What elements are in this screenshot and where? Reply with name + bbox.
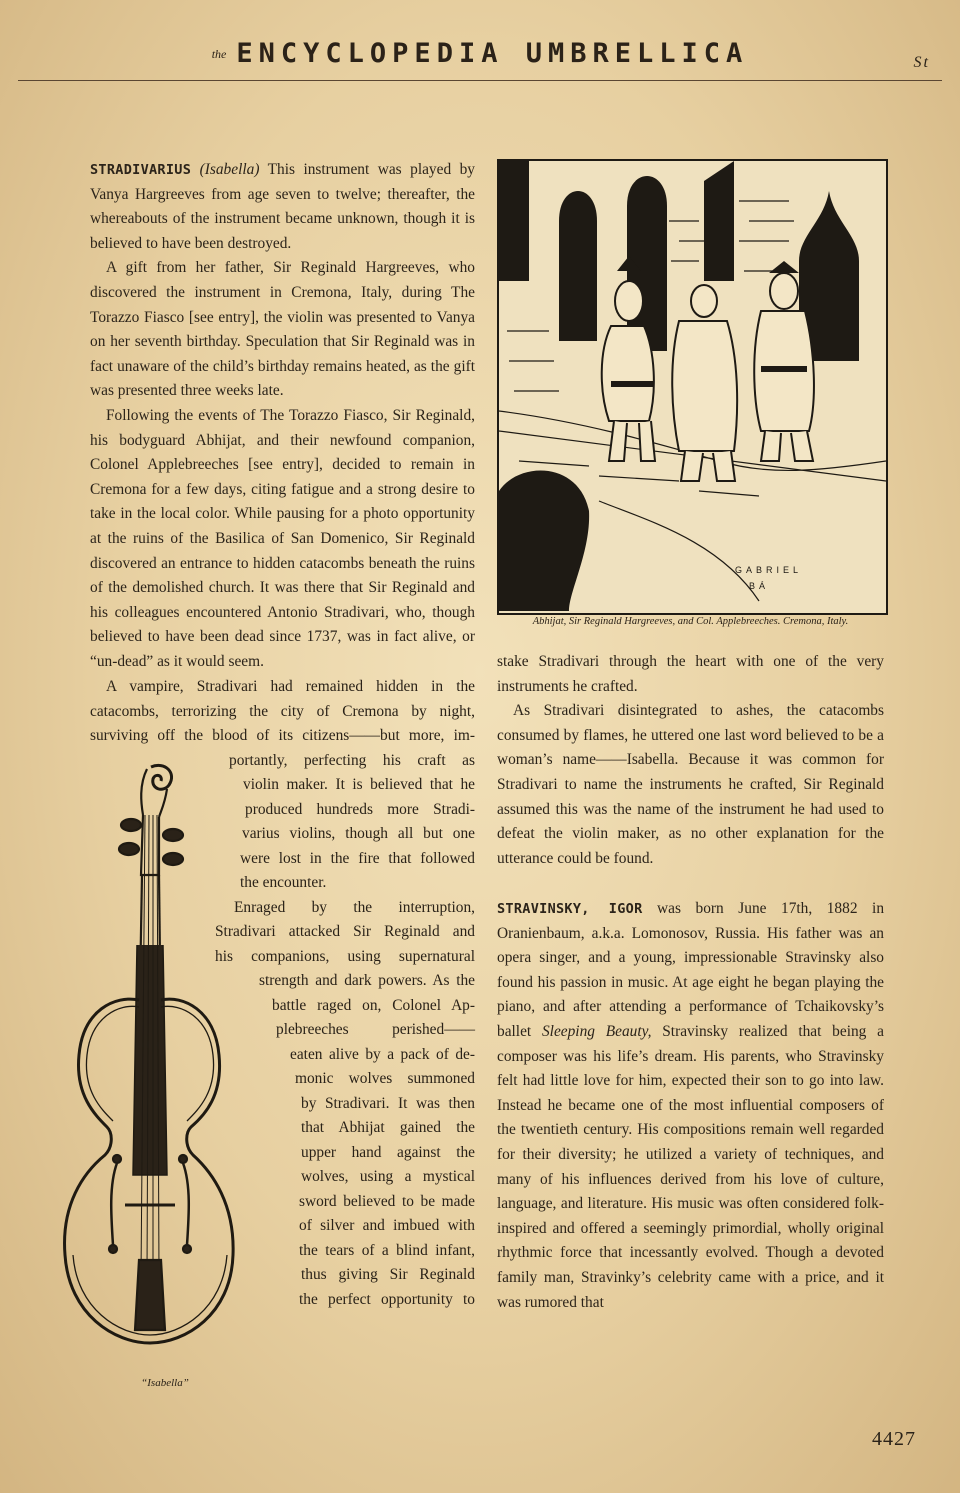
text-line: eaten alive by a pack of de- — [290, 1046, 475, 1063]
text-line: of silver and imbued with — [299, 1217, 475, 1234]
text-line: wolves, using a mystical — [301, 1168, 475, 1185]
text-line: portantly, perfecting his craft as — [229, 752, 475, 769]
text-line: thus giving Sir Reginald — [301, 1266, 475, 1283]
book-title — [0, 38, 960, 69]
entry-paragraph: stake Stradivari through the heart with one of the very instruments he crafted. — [497, 653, 884, 695]
entry-headword: STRADIVARIUS — [90, 162, 192, 178]
text-line: sword believed to be made — [299, 1193, 475, 1210]
text-line: Stradivari attacked Sir Reginald and — [215, 923, 475, 940]
text-line: produced hundreds more Stradi- — [245, 801, 475, 818]
entry-stradivarius — [90, 158, 475, 674]
text-line: his companions, using supernatural — [215, 948, 475, 965]
entry-text: was born June 17th, 1882 in Oranienbaum, a.k.a. Lomonosov, Russia. His father was an opera singer, and a young, impressionable Stravinsky also found his passion in music. At age eight he began playing the piano, and after attending a performance of Tchaikovsky’s ballet — [497, 900, 885, 1040]
text-line: that Abhijat gained the — [301, 1119, 475, 1136]
text-line: Enraged by the interruption, — [234, 899, 475, 916]
text-line: monic wolves summoned — [295, 1070, 475, 1087]
page-number: 4427 — [872, 1428, 916, 1450]
text-line: plebreeches perished—— — [276, 1021, 475, 1038]
entry-continuation — [497, 650, 884, 871]
text-line: varius violins, though all but one — [242, 825, 475, 842]
work-title: Sleeping Beauty, — [541, 1022, 652, 1040]
header-divider — [18, 80, 942, 81]
title-text: ENCYCLOPEDIA UMBRELLICA — [236, 38, 749, 69]
text-line: battle raged on, Colonel Ap- — [272, 997, 475, 1014]
artist-signature: GABRIEL — [735, 565, 803, 575]
violin-drawing — [55, 755, 235, 1355]
artist-signature: BÁ — [749, 581, 770, 591]
section-abbreviation: St — [913, 54, 930, 71]
entry-headword: STRAVINSKY, IGOR — [497, 901, 643, 917]
comic-illustration — [497, 159, 888, 615]
text-line: violin maker. It is believed that he — [243, 776, 475, 793]
entry-paragraph — [497, 897, 884, 1315]
text-line: strength and dark powers. As the — [259, 972, 475, 989]
text-line: were lost in the fire that followed — [240, 850, 475, 867]
entry-paragraph: Following the events of The Torazzo Fiasco, Sir Reginald, his bodyguard Abhijat, and their newfound companion, Colonel Applebreeches [see entry], decided to remain in Cremona for a few days, citing fatigue and a strong desire to take in the local color. While pausing for a photo opportunity at the ruins of the Basilica of San Domenico, Sir Reginald discovered an entrance to hidden catacombs beneath the ruins of the demolished church. It was there that Sir Reginald and his colleagues encountered Antonio Stradivari, who, though believed to have been dead since 1737, was in fact alive, or “un-dead” as it would seem. — [90, 406, 475, 670]
text-line: the perfect opportunity to — [299, 1291, 475, 1308]
entry-paragraph: As Stradivari disintegrated to ashes, the catacombs consumed by flames, he uttered one last word believed to be a woman’s name——Isabella. Because it was common for Stradivari to name the instruments he crafted, Sir Reginald assumed this was the name of the instrument he had used to defeat the violin maker, as no other explanation for the utterance could be found. — [497, 702, 884, 867]
text-line: the tears of a blind infant, — [299, 1242, 475, 1259]
violin-illustration — [55, 755, 235, 1355]
entry-text: This instrument was played by Vanya Hargreeves from age seven to twelve; thereafter, the whereabouts of the instrument became unknown, though it is believed to have been destroyed. — [90, 161, 475, 252]
illustration-drawing — [499, 161, 886, 613]
entry-stravinsky — [497, 897, 884, 1315]
text-line: by Stradivari. It was then — [301, 1095, 475, 1112]
text-line: upper hand against the — [301, 1144, 475, 1161]
text-line: the encounter. — [240, 874, 327, 891]
entry-text: Stravinsky realized that being a composer was his life’s dream. His parents, who Stravinsky felt had little love for him, expected their son to go into law. Instead he became one of the most influential composers of the twentieth century. His compositions remain well regarded for their diversity; he utilized a variety of techniques, and many of his influences derived from his love of culture, language, and literature. His music was often considered folk-inspired and offered a seemingly primordial, wholly original rhythmic force that incessantly evolved. Though a devoted family man, Stravinky’s celebrity came with a price, and it was rumored that — [497, 1022, 884, 1311]
entry-alias: (Isabella) — [199, 161, 260, 178]
entry-paragraph: A gift from her father, Sir Reginald Hargreeves, who discovered the instrument in Cremona, Italy, during The Torazzo Fiasco [see entry], the violin was presented to Vanya on her seventh birthday. Speculation that Sir Reginald was in fact unaware of the child’s birthday remains heated, as the gift was presented three weeks late. — [90, 259, 475, 400]
illustration-caption: Abhijat, Sir Reginald Hargreeves, and Col. Applebreeches. Cremona, Italy. — [532, 616, 849, 627]
title-prefix: the — [211, 47, 227, 61]
text-line: surviving off the blood of its citizens——but more, im- — [90, 727, 475, 744]
text-line: catacombs, terrorizing the city of Cremona by night, — [90, 703, 475, 720]
text-line: A vampire, Stradivari had remained hidden in the — [106, 678, 475, 695]
violin-caption: “Isabella” — [141, 1377, 189, 1389]
entry-paragraph — [90, 158, 475, 256]
